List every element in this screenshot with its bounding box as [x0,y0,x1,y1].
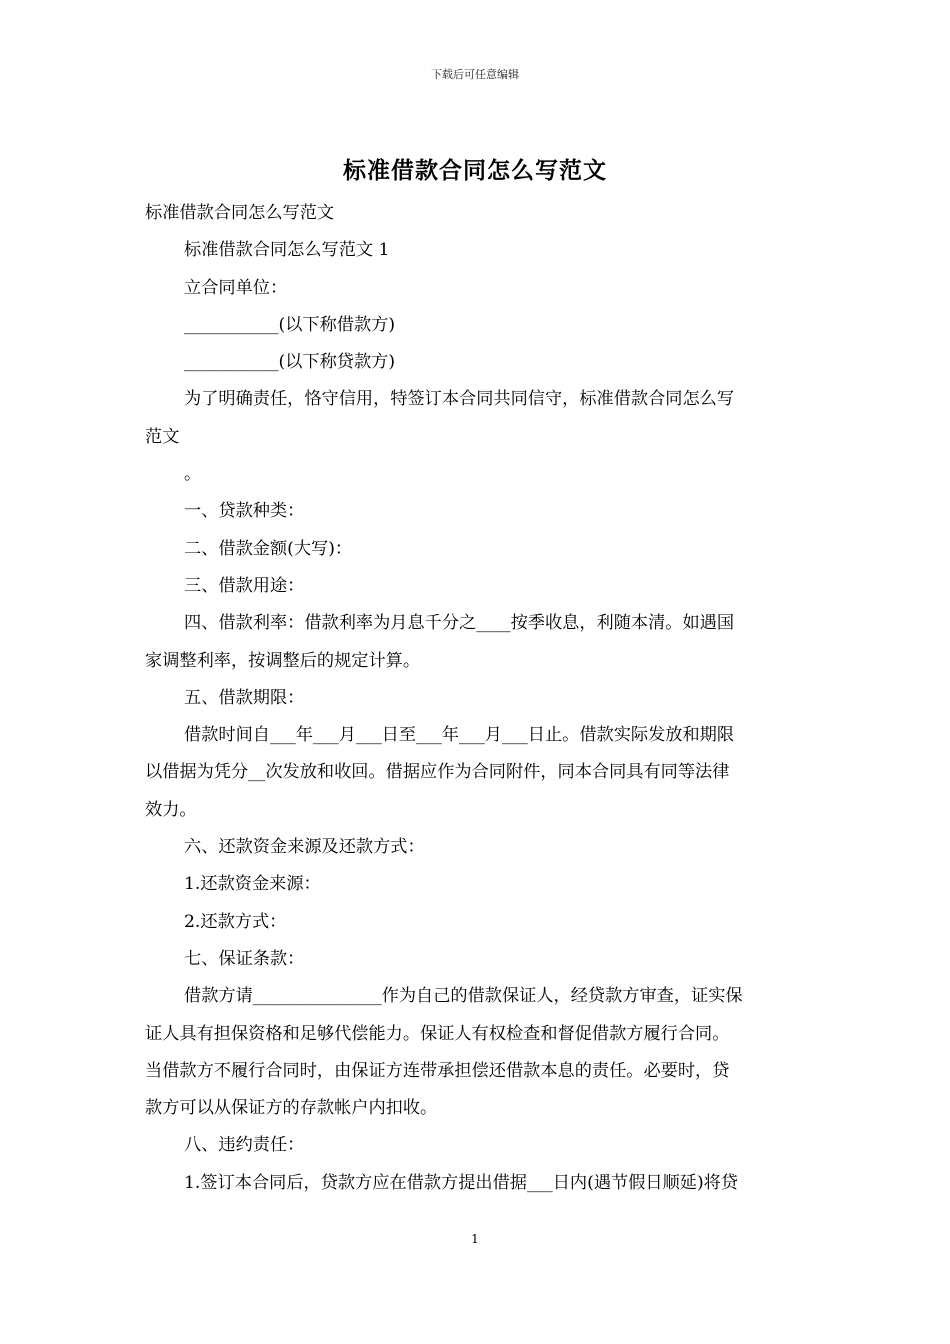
text-line: 二、借款金额(大写)： [184,538,353,559]
text-line: 五、借款期限： [184,687,305,708]
header-note: 下载后可任意编辑 [431,68,519,81]
text-line: 当借款方不履行合同时，由保证方连带承担偿还借款本息的责任。必要时，贷 [145,1060,730,1081]
text-line: 七、保证条款： [184,948,305,969]
text-line: 效力。 [145,799,197,820]
text-line: 标准借款合同怎么写范文 1 [184,240,390,261]
text-line: 1.签订本合同后，贷款方应在借款方提出借据___日内(遇节假日顺延)将贷 [184,1172,739,1193]
text-line: ___________(以下称借款方) [184,314,396,335]
text-line: 以借据为凭分__次发放和收回。借据应作为合同附件，同本合同具有同等法律 [145,762,730,783]
text-line: 八、违约责任： [184,1135,305,1156]
text-line: 为了明确责任，恪守信用，特签订本合同共同信守，标准借款合同怎么写 [184,389,735,410]
text-line: 1.还款资金来源： [184,874,321,895]
text-line: 证人具有担保资格和足够代偿能力。保证人有权检查和督促借款方履行合同。 [145,1023,730,1044]
document-title: 标准借款合同怎么写范文 [343,157,607,184]
text-line: 。 [184,464,202,485]
text-line: 六、还款资金来源及还款方式： [184,837,425,858]
text-line: 借款时间自___年___月___日至___年___月___日止。借款实际发放和期限 [184,725,735,746]
text-line: 四、借款利率：借款利率为月息千分之____按季收息，利随本清。如遇国 [184,613,735,634]
text-line: 2.还款方式： [184,911,287,932]
text-line: 家调整利率，按调整后的规定计算。 [145,650,421,671]
text-line: ___________(以下称贷款方) [184,352,396,373]
text-line: 借款方请_______________作为自己的借款保证人，经贷款方审查，证实保 [184,986,743,1007]
text-line: 立合同单位： [184,277,288,298]
text-line: 范文 [145,426,180,447]
text-line: 款方可以从保证方的存款帐户内扣收。 [145,1098,438,1119]
document-body [145,195,807,1202]
text-line: 一、贷款种类： [184,501,305,522]
text-line: 三、借款用途： [184,575,305,596]
text-line: 标准借款合同怎么写范文 [145,203,335,223]
page-number: 1 [471,1232,479,1246]
